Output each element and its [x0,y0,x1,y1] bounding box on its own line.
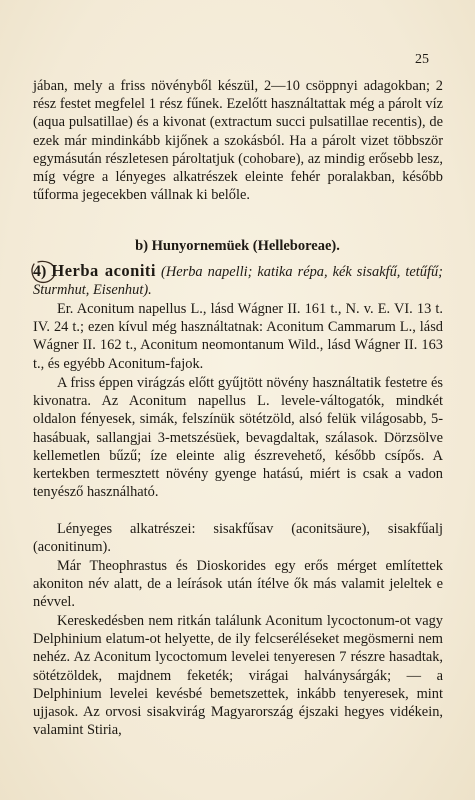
page-number: 25 [415,52,429,67]
entry-heading [33,262,443,299]
entry-number: 4) [33,263,47,280]
paragraph-description: A friss éppen virágzás előtt gyűjtött növény használtatik festetre és kivonatra. Az Aconitum napellus L. levele-váltogatók, mindkét oldalon fényesek, simák, felszínük sötétzöld, alsó felük világosabb, 5-hasábuak, sallangjai 3-metszésüek, bevagdaltak, szálasok. Dörzsölve kellemetlen bűzű; íze eleinte alig észrevehető, később csípős. A kertekben termesztett növény gyenge hatású, miért is csak a vadon tenyésző használható. [33,375,443,501]
paragraph-constituents: Lényeges alkatrészei: sisakfűsav (aconitsäure), sisakfűalj (aconitinum). [33,521,443,556]
entry-title: Herba aconiti [51,261,156,280]
paragraph-trade: Kereskedésben nem ritkán találunk Aconitum lycoctonum-ot vagy Delphinium elatum-ot helyette, de ily felcseréléseket megösmerni nem nehéz. Az Aconitum lycoctomum levelei tenyeresen 7 részre hasadtak, sötétzöldek, majdnem feketék; virágai halványsárgák; — a Delphinium levelei kevésbé bemetszettek, inkább tenyeresek, mint ujjasok. Az orvosi sisakvirág Magyarország éjszaki hegyes vidékein, valamint Stiria, [33,613,443,739]
paragraph-history: Már Theophrastus és Dioskorides egy erős mérget említettek akoniton név alatt, de a leírások után ítélve ők más valamit jeleltek e névvel. [33,558,443,611]
paragraph-species: Er. Aconitum napellus L., lásd Wágner II. 161 t., N. v. E. VI. 13 t. IV. 24 t.; ezen kívul még használtatnak: Aconitum Cammarum L., lásd Wágner II. 162 t., Aconitum neomontanum Wild., lásd Wágner II. 163 t., és egyébb Aconitum-fajok. [33,301,443,372]
entry-synonyms: (Herba napelli; katika répa, kék sisakfű, tetűfű; Sturmhut, Eisenhut). [33,264,443,299]
section-heading: b) Hunyornemüek (Helleboreae). [135,238,340,254]
paragraph-continued: jában, mely a friss növényből készül, 2—10 csöppnyi adagokban; 2 rész festet megfelel 1 rész fűnek. Ezelőtt használtattak még a párolt víz (aqua pulsatillae) és a kivonat (extractum succi pulsatillae recentis), de ezek már mindinkább kijőnek a szokásból. Ha a párolt vizet többször egymásután részletesen pároltatjuk (cohobare), az mindig erősebb lesz, míg végre a lényeges alkatrészek eleinte fehér poralakban, később tűforma jegecekben vállnak ki belőle. [33,78,443,204]
